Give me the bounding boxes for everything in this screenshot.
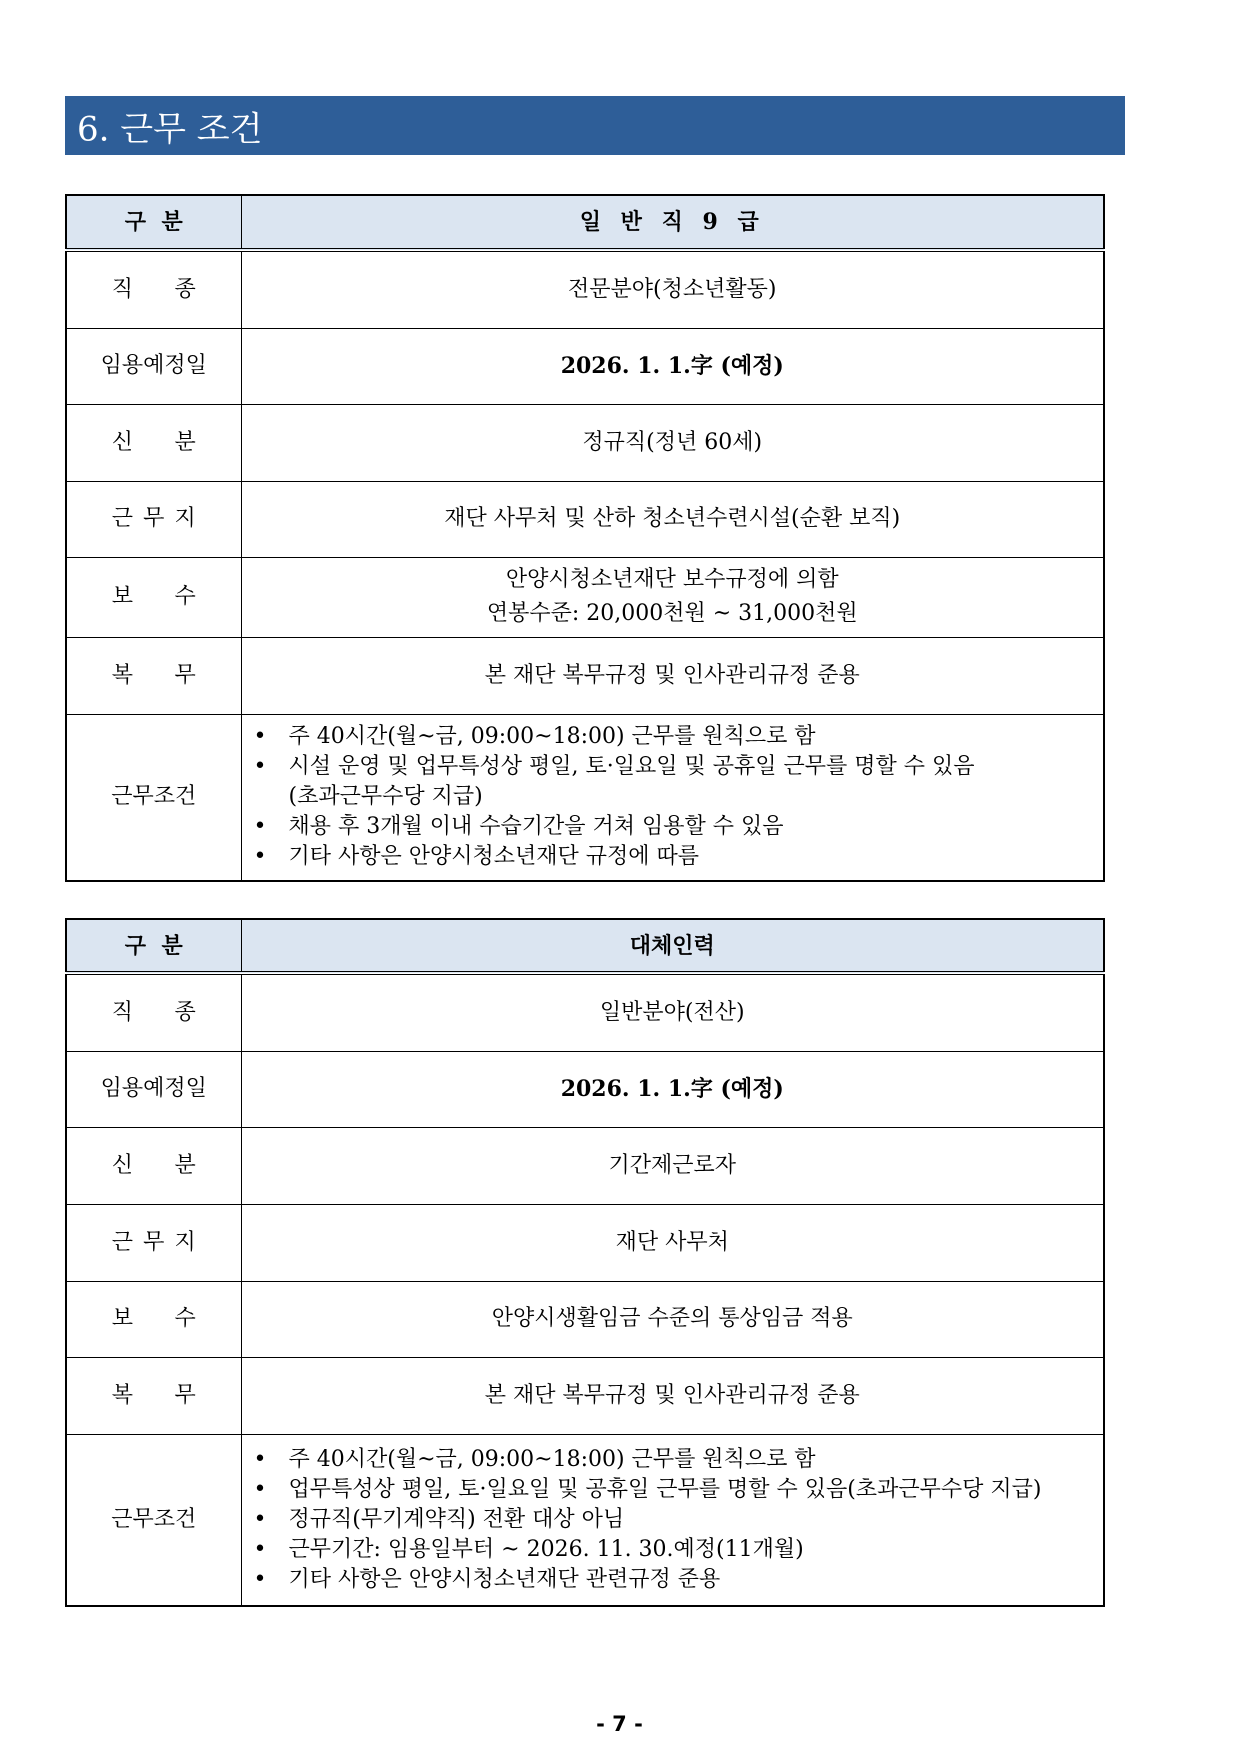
row-value: 일반분야(전산) bbox=[599, 999, 745, 1025]
row-label: 근 무 지 bbox=[111, 1229, 196, 1255]
list-item-text: 주 40시간(월~금, 09:00~18:00) 근무를 원칙으로 함 bbox=[288, 724, 816, 750]
row-label: 신 분 bbox=[111, 1152, 196, 1178]
row-value-cell bbox=[241, 1281, 1104, 1357]
table-row bbox=[66, 328, 1104, 404]
row-value-line: 안양시청소년재단 보수규정에 의함 bbox=[505, 567, 839, 592]
row-label: 복 무 bbox=[111, 662, 196, 688]
row-value: 기간제근로자 bbox=[608, 1152, 736, 1178]
row-label: 직 종 bbox=[111, 999, 196, 1025]
list-item-continuation: (초과근무수당 지급) bbox=[288, 784, 483, 810]
row-label: 근무조건 bbox=[111, 1506, 197, 1532]
list-item-text: 정규직(무기계약직) 전환 대상 아님 bbox=[288, 1506, 625, 1532]
list-item-text: 채용 후 3개월 이내 수습기간을 거쳐 임용할 수 있음 bbox=[288, 814, 784, 840]
conditions-list bbox=[242, 722, 1104, 872]
section-header-bar bbox=[65, 96, 1125, 155]
section-title: 6. 근무 조건 bbox=[77, 109, 263, 149]
row-value: 재단 사무처 및 산하 청소년수련시설(순환 보직) bbox=[444, 506, 901, 531]
row-value-cell bbox=[241, 328, 1104, 404]
row-value: 2026. 1. 1.字 (예정) bbox=[560, 1075, 784, 1102]
header-label-cell bbox=[66, 919, 241, 973]
header-title-cell bbox=[241, 195, 1104, 250]
row-value: 재단 사무처 bbox=[615, 1229, 729, 1255]
table-header-row bbox=[66, 195, 1104, 250]
list-item-text: 시설 운영 및 업무특성상 평일, 토·일요일 및 공휴일 근무를 명할 수 있음 bbox=[288, 754, 975, 780]
list-item bbox=[242, 1445, 1104, 1475]
row-value-cell bbox=[241, 1204, 1104, 1281]
list-item-text: 기타 사항은 안양시청소년재단 관련규정 준용 bbox=[288, 1566, 721, 1592]
row-label-cell bbox=[66, 1281, 241, 1357]
row-label: 근 무 지 bbox=[111, 506, 196, 531]
list-item bbox=[242, 1535, 1104, 1565]
row-label: 보 수 bbox=[111, 1306, 196, 1331]
header-label: 구 분 bbox=[124, 932, 183, 959]
row-value-cell bbox=[241, 637, 1104, 714]
table-row bbox=[66, 557, 1104, 637]
row-label: 근무조건 bbox=[111, 784, 197, 810]
row-label-cell bbox=[66, 973, 241, 1051]
table-row bbox=[66, 714, 1104, 881]
conditions-table-substitute bbox=[65, 918, 1105, 1607]
row-value-cell bbox=[241, 973, 1104, 1051]
row-value: 안양시생활임금 수준의 통상임금 적용 bbox=[491, 1306, 853, 1331]
row-label-cell bbox=[66, 250, 241, 328]
list-item bbox=[242, 812, 1104, 842]
row-label: 복 무 bbox=[111, 1382, 196, 1408]
table-row bbox=[66, 404, 1104, 481]
row-label-cell bbox=[66, 714, 241, 881]
table-header-row bbox=[66, 919, 1104, 973]
row-label: 임용예정일 bbox=[100, 353, 207, 378]
table-row bbox=[66, 637, 1104, 714]
row-value: 전문분야(청소년활동) bbox=[568, 276, 777, 302]
row-label-cell bbox=[66, 1357, 241, 1434]
row-value-cell bbox=[241, 1434, 1104, 1606]
header-title: 일 반 직 9 급 bbox=[579, 209, 765, 235]
list-item-text: 업무특성상 평일, 토·일요일 및 공휴일 근무를 명할 수 있음(초과근무수당 지급) bbox=[288, 1476, 1042, 1502]
list-item-text: 근무기간: 임용일부터 ~ 2026. 11. 30.예정(11개월) bbox=[288, 1536, 804, 1562]
row-value-cell bbox=[241, 481, 1104, 557]
row-label: 신 분 bbox=[111, 429, 196, 455]
row-label-cell bbox=[66, 481, 241, 557]
row-label-cell bbox=[66, 637, 241, 714]
row-value-cell bbox=[241, 250, 1104, 328]
row-label: 직 종 bbox=[111, 276, 196, 302]
table-row bbox=[66, 481, 1104, 557]
table-row bbox=[66, 1127, 1104, 1204]
list-item-text: 기타 사항은 안양시청소년재단 규정에 따름 bbox=[288, 844, 700, 870]
table-row bbox=[66, 1434, 1104, 1606]
row-value-cell bbox=[241, 1051, 1104, 1127]
list-item-text: 주 40시간(월~금, 09:00~18:00) 근무를 원칙으로 함 bbox=[288, 1446, 816, 1472]
list-item bbox=[242, 1475, 1104, 1505]
row-value-cell bbox=[241, 404, 1104, 481]
conditions-table-general bbox=[65, 194, 1105, 882]
row-value-cell bbox=[241, 714, 1104, 881]
header-title-cell bbox=[241, 919, 1104, 973]
row-value-cell bbox=[241, 1357, 1104, 1434]
table-row bbox=[66, 973, 1104, 1051]
table-row bbox=[66, 250, 1104, 328]
header-label: 구 분 bbox=[124, 209, 183, 235]
table-row bbox=[66, 1051, 1104, 1127]
list-item bbox=[242, 722, 1104, 752]
conditions-list bbox=[242, 1445, 1104, 1595]
list-item bbox=[242, 1565, 1104, 1595]
row-label-cell bbox=[66, 1204, 241, 1281]
header-title: 대체인력 bbox=[629, 932, 715, 959]
page-number: - 7 - bbox=[596, 1712, 643, 1736]
row-value: 정규직(정년 60세) bbox=[582, 429, 763, 455]
row-label-cell bbox=[66, 1434, 241, 1606]
row-value: 본 재단 복무규정 및 인사관리규정 준용 bbox=[484, 662, 860, 688]
row-value-cell bbox=[241, 1127, 1104, 1204]
row-label-cell bbox=[66, 328, 241, 404]
row-label: 임용예정일 bbox=[100, 1076, 207, 1101]
list-item bbox=[242, 842, 1104, 872]
row-label-cell bbox=[66, 404, 241, 481]
table-row bbox=[66, 1204, 1104, 1281]
table-row bbox=[66, 1281, 1104, 1357]
header-label-cell bbox=[66, 195, 241, 250]
row-value-cell bbox=[241, 557, 1104, 637]
row-label-cell bbox=[66, 1051, 241, 1127]
row-value-line: 연봉수준: 20,000천원 ~ 31,000천원 bbox=[486, 601, 858, 626]
row-value: 본 재단 복무규정 및 인사관리규정 준용 bbox=[484, 1382, 860, 1408]
table-row bbox=[66, 1357, 1104, 1434]
row-label-cell bbox=[66, 1127, 241, 1204]
row-label: 보 수 bbox=[111, 584, 196, 609]
list-item bbox=[242, 752, 1104, 812]
row-value: 2026. 1. 1.字 (예정) bbox=[560, 352, 784, 379]
row-label-cell bbox=[66, 557, 241, 637]
list-item bbox=[242, 1505, 1104, 1535]
